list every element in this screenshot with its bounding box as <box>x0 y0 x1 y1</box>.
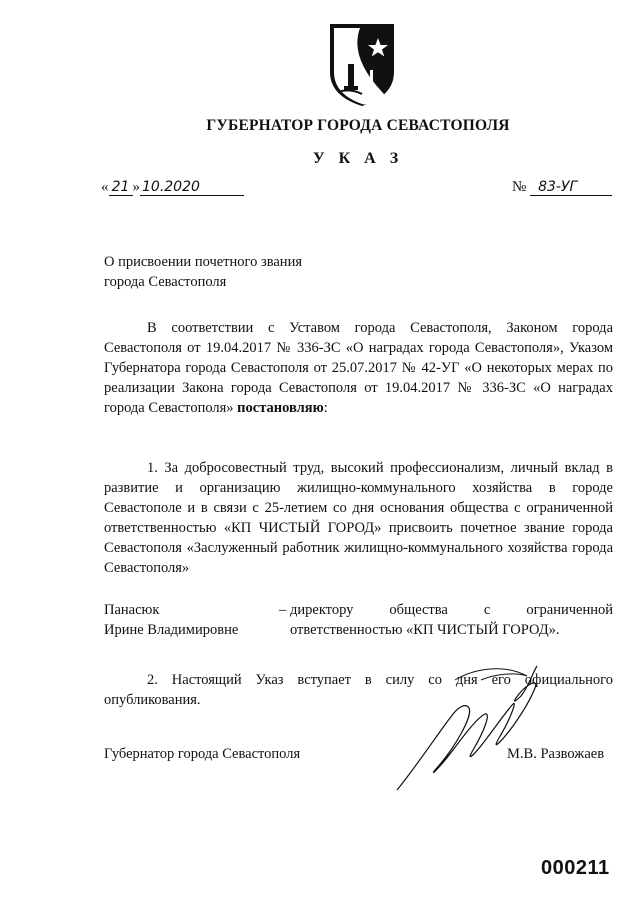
awardee-given-names: Ирине Владимировне <box>104 622 239 638</box>
awardee-dash: – <box>279 602 287 618</box>
awardee-name <box>104 600 238 640</box>
decree-subject <box>104 252 302 292</box>
sevastopol-coat-of-arms-icon <box>326 20 398 108</box>
registration-number: 000211 <box>541 857 610 879</box>
clause-2-paragraph: 2. Настоящий Указ вступает в силу со дня его официального опубликования. <box>104 672 613 708</box>
awardee-surname: Панасюк <box>104 602 160 618</box>
clause-1-paragraph: 1. За добросовестный труд, высокий профессионализм, личный вклад в развитие и организацию жилищно-коммунального хозяйства в городе Севастополе и в связи с 25-летием со дня основания общества с ограниченной ответственностью «КП ЧИСТЫЙ ГОРОД» присвоить почетное звание города Севастополя «Заслуженный работник жилищно-коммунального хозяйства города Севастополя» <box>104 460 613 576</box>
subject-line-2: города Севастополя <box>104 274 227 290</box>
signatory-name: М.В. Развожаев <box>507 746 605 762</box>
subject-line-1: О присвоении почетного звания <box>104 254 302 270</box>
decree-word: постановляю <box>237 400 324 416</box>
number-value-handwritten: 83-УГ <box>530 179 612 196</box>
document-type-title: У К А З <box>312 150 404 167</box>
signatory-title: Губернатор города Севастополя <box>104 746 301 762</box>
awardee-position: директору общества с ограниченной ответственностью «КП ЧИСТЫЙ ГОРОД». <box>290 602 613 638</box>
date-close-quote: » <box>132 179 140 195</box>
number-sign: № <box>512 179 527 195</box>
handwritten-signature-icon <box>395 658 545 798</box>
date-day-handwritten: 21 <box>109 179 133 196</box>
date-month-year-handwritten: 10.2020 <box>140 179 244 196</box>
decree-date <box>101 179 244 196</box>
preamble-text: В соответствии с Уставом города Севастополя, Законом города Севастополя от 19.04.2017 № 336-ЗС «О наградах города Севастополя», Указом Губернатора города Севастополя от 25.07.2017 № 42-УГ «О некоторых мерах по реализации Закона города Севастополя от 19.04.2017 № 336-ЗС «О наградах города Севастополя» <box>104 320 613 416</box>
issuer-heading: ГУБЕРНАТОР ГОРОДА СЕВАСТОПОЛЯ <box>206 117 510 134</box>
decree-number <box>512 179 612 196</box>
preamble-paragraph <box>104 318 613 418</box>
preamble-end: : <box>323 400 328 416</box>
date-open-quote: « <box>101 179 109 195</box>
